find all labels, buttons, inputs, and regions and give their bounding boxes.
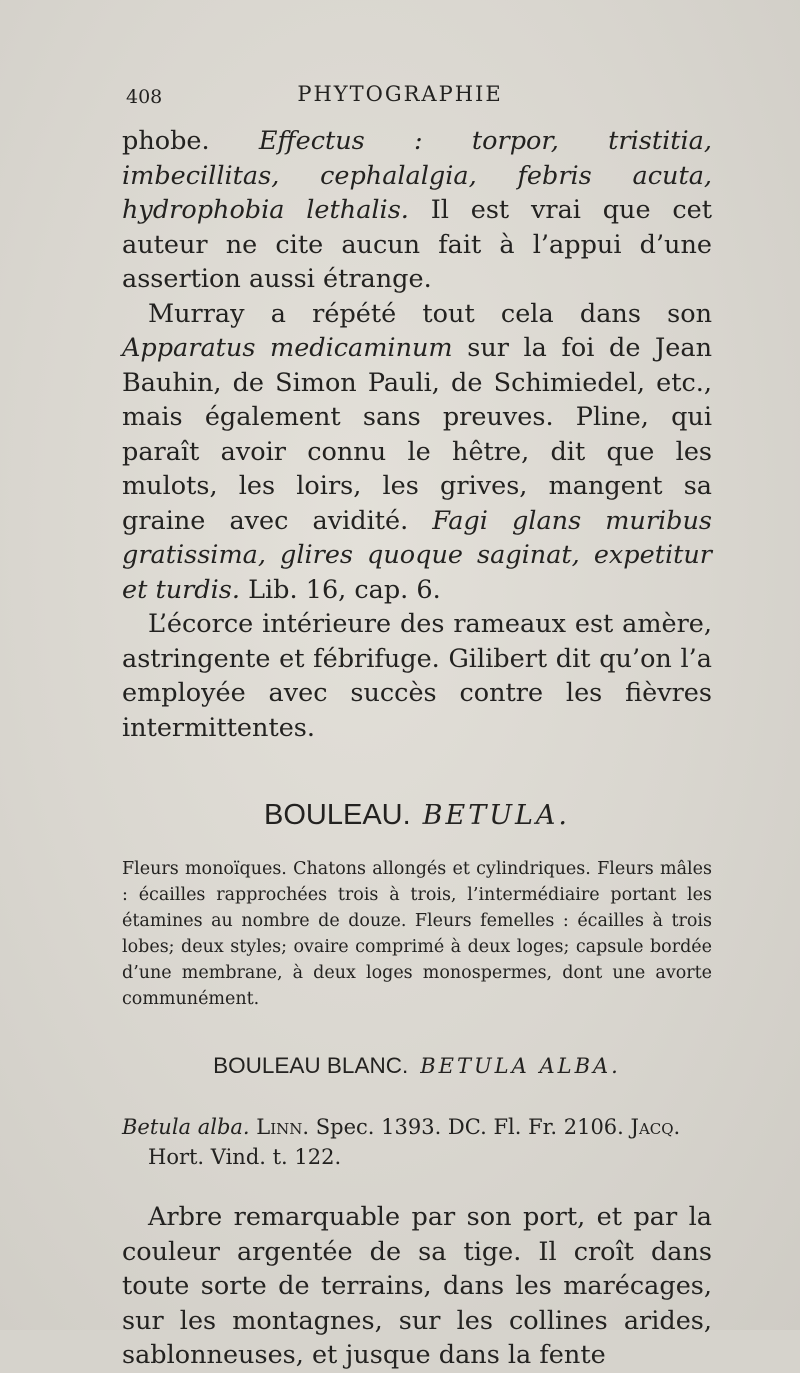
text-run: Effectus : torpor, tristitia, imbecillitas, cephalalgia, febris acuta, hydrophobia lethalis.	[122, 126, 712, 225]
text-run: sur la foi de Jean Bauhin, de Simon Pauli, de Schimiedel, etc., mais également sans preuves. Pline, qui paraît avoir connu le hêtre, dit que les mulots, les loirs, les grives, mangent sa graine avec avidité.	[122, 333, 712, 536]
genus-description: Fleurs monoïques. Chatons allongés et cylindriques. Fleurs mâles : écailles rapprochées trois à trois, l’intermédiaire portant les étamines au nombre de douze. Fleurs femelles : écailles à trois lobes; deux styles; ovaire comprimé à deux loges; capsule bordée d’une membrane, à deux loges monospermes, dont une avorte communément.	[122, 859, 712, 1009]
section-heading-bouleau-blanc	[122, 1050, 712, 1082]
paragraph-2	[122, 297, 712, 608]
text-run: Spec. 1393. DC. Fl. Fr. 2106.	[309, 1115, 631, 1139]
paragraph-3: L’écorce intérieure des rameaux est amère, astringente et fébrifuge. Gilibert dit qu’on l’a employée avec succès contre les fièvres intermittentes.	[122, 609, 712, 743]
text-run: Il est vrai que cet auteur ne cite aucun fait à l’appui d’une assertion aussi étrange.	[122, 195, 712, 294]
heading-title: BOULEAU.	[264, 799, 411, 831]
text-run: Fagi glans muribus gratissima, glires quoque saginat, expetitur et turdis.	[122, 505, 712, 605]
page-number: 408	[126, 86, 163, 108]
heading-latin-name: BETULA.	[422, 800, 570, 831]
text-run: Lib. 16, cap. 6.	[239, 574, 441, 605]
text-run: Apparatus medicaminum	[122, 333, 453, 363]
text-run: Murray a répété tout cela dans son	[148, 298, 712, 329]
text-run: phobe.	[122, 126, 259, 156]
species-reference	[122, 1112, 712, 1172]
text-run: Jacq.	[630, 1115, 681, 1139]
section-heading-bouleau	[122, 797, 712, 834]
page-body	[122, 124, 712, 1373]
species-description: Arbre remarquable par son port, et par la couleur argentée de sa tige. Il croît dans toute sorte de terrains, dans les marécages, sur les montagnes, sur les collines arides, sablonneuses, et jusque dans la fente	[122, 1202, 712, 1370]
text-run: Betula alba.	[122, 1115, 257, 1139]
running-title: PHYTOGRAPHIE	[297, 82, 503, 106]
paragraph-1	[122, 124, 712, 297]
heading-title: BOULEAU BLANC.	[213, 1053, 409, 1078]
heading-latin-name: BETULA ALBA.	[420, 1054, 621, 1078]
text-run: Hort. Vind. t. 122.	[148, 1145, 342, 1169]
text-run: Linn.	[256, 1115, 310, 1139]
page-header	[0, 82, 800, 112]
